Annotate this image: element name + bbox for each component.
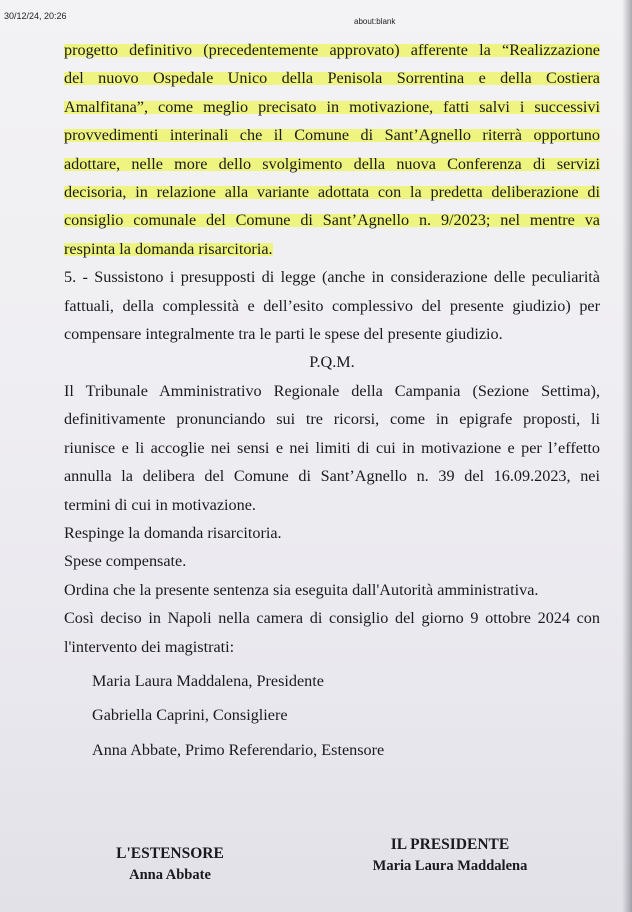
- text-line: l'intervento dei magistrati:: [64, 637, 235, 656]
- print-datetime: 30/12/24, 20:26: [4, 11, 67, 21]
- signature-title: L'ESTENSORE: [116, 845, 224, 862]
- signature-name: Anna Abbate: [129, 867, 211, 883]
- text-line: termini di cui in motivazione.: [64, 495, 256, 514]
- pqm-heading: P.Q.M.: [309, 353, 355, 372]
- print-header: [4, 11, 628, 25]
- signature-title: IL PRESIDENTE: [390, 836, 510, 853]
- text-line: del nuovo Ospedale Unico della Penisola Sorrentina e della Costiera: [64, 69, 600, 88]
- text-line: Amalfitana”, come meglio precisato in motivazione, fatti salvi i successivi: [64, 97, 600, 116]
- text-line: Spese compensate.: [64, 552, 187, 571]
- text-line: riunisce e li accoglie nei sensi e nei limiti di cui in motivazione e per l’effetto: [64, 438, 600, 457]
- text-line: progetto definitivo (precedentemente approvato) afferente la “Realizzazione: [64, 41, 600, 59]
- magistrate-entry: Gabriella Caprini, Consigliere: [92, 706, 288, 725]
- magistrate-entry: Anna Abbate, Primo Referendario, Estensore: [92, 740, 385, 759]
- text-line: adottare, nelle more dello svolgimento della nuova Conferenza di servizi: [64, 154, 600, 173]
- magistrate-entry: Maria Laura Maddalena, Presidente: [92, 671, 324, 690]
- text-line: compensare integralmente tra le parti le spese del presente giudizio.: [64, 325, 503, 344]
- text-line: respinta la domanda risarcitoria.: [64, 239, 273, 258]
- text-line: consiglio comunale del Comune di Sant’Agnello n. 9/2023; nel mentre va: [64, 211, 600, 230]
- print-url: about:blank: [354, 17, 396, 26]
- text-line: Ordina che la presente sentenza sia eseguita dall'Autorità amministrativa.: [64, 580, 539, 599]
- signature-name: Maria Laura Maddalena: [372, 858, 528, 874]
- text-line: decisoria, in relazione alla variante adottata con la predetta deliberazione di: [64, 183, 600, 202]
- text-line: Il Tribunale Amministrativo Regionale della Campania (Sezione Settima),: [64, 381, 600, 400]
- text-line: fattuali, della complessità e dell’esito complessivo del presente giudizio) per: [64, 296, 600, 315]
- signature-presidente: [345, 836, 555, 875]
- text-line: provvedimenti interinali che il Comune di Sant’Agnello riterrà opportuno: [64, 126, 600, 145]
- text-line: 5. - Sussistono i presupposti di legge (anche in considerazione delle peculiarità: [64, 268, 600, 287]
- text-line: definitivamente pronunciando sui tre ricorsi, come in epigrafe proposti, li: [64, 410, 600, 429]
- text-line: Respinge la domanda risarcitoria.: [64, 523, 282, 542]
- document-body: [64, 36, 600, 764]
- signature-estensore: [100, 845, 240, 884]
- text-line: Così deciso in Napoli nella camera di consiglio del giorno 9 ottobre 2024 con: [64, 609, 600, 628]
- text-line: annulla la delibera del Comune di Sant’Agnello n. 39 del 16.09.2023, nei: [64, 467, 600, 486]
